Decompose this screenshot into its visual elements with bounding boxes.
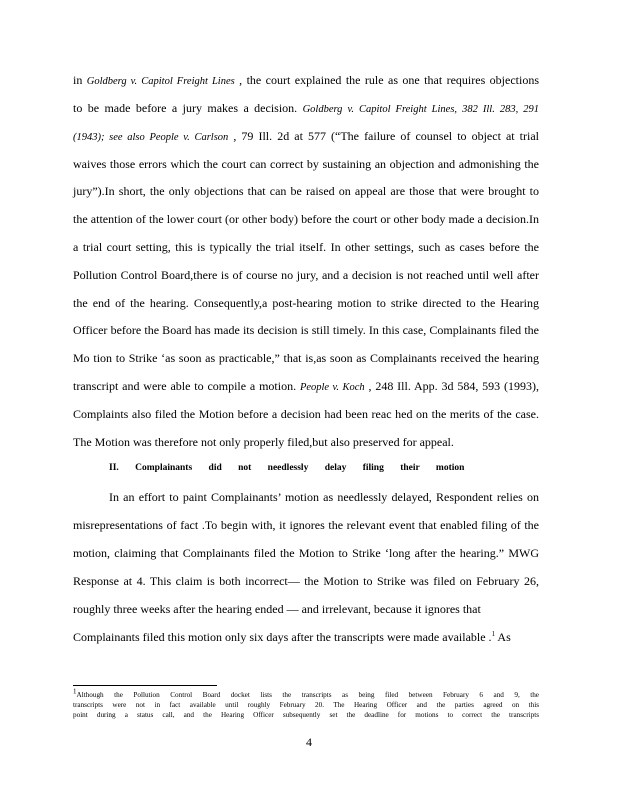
- body-line-p2-5: roughly three weeks after the hearing ended — and irrelevant, because it ignores that: [73, 602, 481, 616]
- body-line-10: Officer before the Board has made its decision is still timely. In this case, Complainants filed the: [73, 323, 539, 337]
- text-run: , the court explained the rule as one that requires objections: [234, 73, 539, 87]
- body-line-1: [73, 73, 539, 89]
- text-run: in: [73, 73, 87, 87]
- body-line-2: [73, 101, 539, 117]
- body-line-p2-2: misrepresentations of fact .To begin with, it ignores the relevant event that enabled filing of the: [73, 518, 539, 532]
- text-run: Complainants filed this motion only six days after the transcripts were made available .: [73, 630, 492, 644]
- footnote-text: Although the Pollution Control Board docket lists the transcripts as being filed between February 6 and 9, the: [76, 691, 539, 699]
- body-line-p2-3: motion, claiming that Complainants filed the Motion to Strike ‘long after the hearing.” MWG: [73, 546, 539, 560]
- body-line-5: jury”).In short, the only objections that can be raised on appeal are those that were brought to: [73, 184, 539, 198]
- body-line-8: Pollution Control Board,there is of course no jury, and a decision is not reached until well after: [73, 268, 539, 282]
- body-line-4: waives those errors which the court can correct by sustaining an objection and admonishing the: [73, 157, 539, 171]
- body-line-p2-6: [73, 630, 539, 644]
- text-run: , 79 Ill. 2d at 577 (“The failure of counsel to object at trial: [228, 129, 540, 143]
- body-line-6: the attention of the lower court (or other body) before the court or other body made a decision.In: [73, 212, 539, 226]
- text-run: , 248 Ill. App. 3d 584, 593 (1993),: [364, 379, 540, 393]
- footnote-divider: [73, 685, 217, 686]
- body-line-p2-1: In an effort to paint Complainants’ motion as needlessly delayed, Respondent relies on: [109, 490, 539, 504]
- page-number: 4: [306, 735, 312, 749]
- footnote-line-3: point during a status call, and the Hearing Officer subsequently set the deadline for motions to correct the transcripts: [73, 711, 539, 719]
- footnote-line-1: [73, 687, 539, 700]
- body-line-13: Complaints also filed the Motion before a decision had been reac hed on the merits of the case.: [73, 407, 539, 421]
- body-line-p2-4: Response at 4. This claim is both incorrect— the Motion to Strike was filed on February 26,: [73, 574, 539, 588]
- case-citation: (1943); see also People v. Carlson: [73, 132, 229, 143]
- text-run: to be made before a jury makes a decision.: [73, 101, 303, 115]
- body-line-9: the end of the hearing. Consequently,a post-hearing motion to strike directed to the Hearing: [73, 296, 539, 310]
- body-line-3: [73, 129, 539, 145]
- case-citation: Goldberg v. Capitol Freight Lines, 382 Ill. 283, 291: [302, 104, 540, 115]
- footnote-marker: 1: [73, 687, 77, 696]
- section-heading: II. Complainants did not needlessly delay filing their motion: [109, 463, 465, 473]
- text-run: As: [495, 630, 511, 644]
- case-citation: People v. Koch: [299, 382, 365, 393]
- text-run: transcript and were able to compile a motion.: [73, 379, 297, 393]
- footnote-reference[interactable]: 1: [491, 630, 496, 638]
- body-line-14: The Motion was therefore not only properly filed,but also preserved for appeal.: [73, 435, 454, 449]
- case-citation: Goldberg v. Capitol Freight Lines: [86, 76, 235, 87]
- body-line-11: Mo tion to Strike ‘as soon as practicable,” that is,as soon as Complainants received the hearing: [73, 351, 539, 365]
- footnote-line-2: transcripts were not in fact available until roughly February 20. The Hearing Officer and the parties agreed on this: [73, 701, 539, 709]
- body-line-12: [73, 379, 539, 395]
- body-line-7: a trial court setting, this is typically the trial itself. In other settings, such as cases before the: [73, 240, 539, 254]
